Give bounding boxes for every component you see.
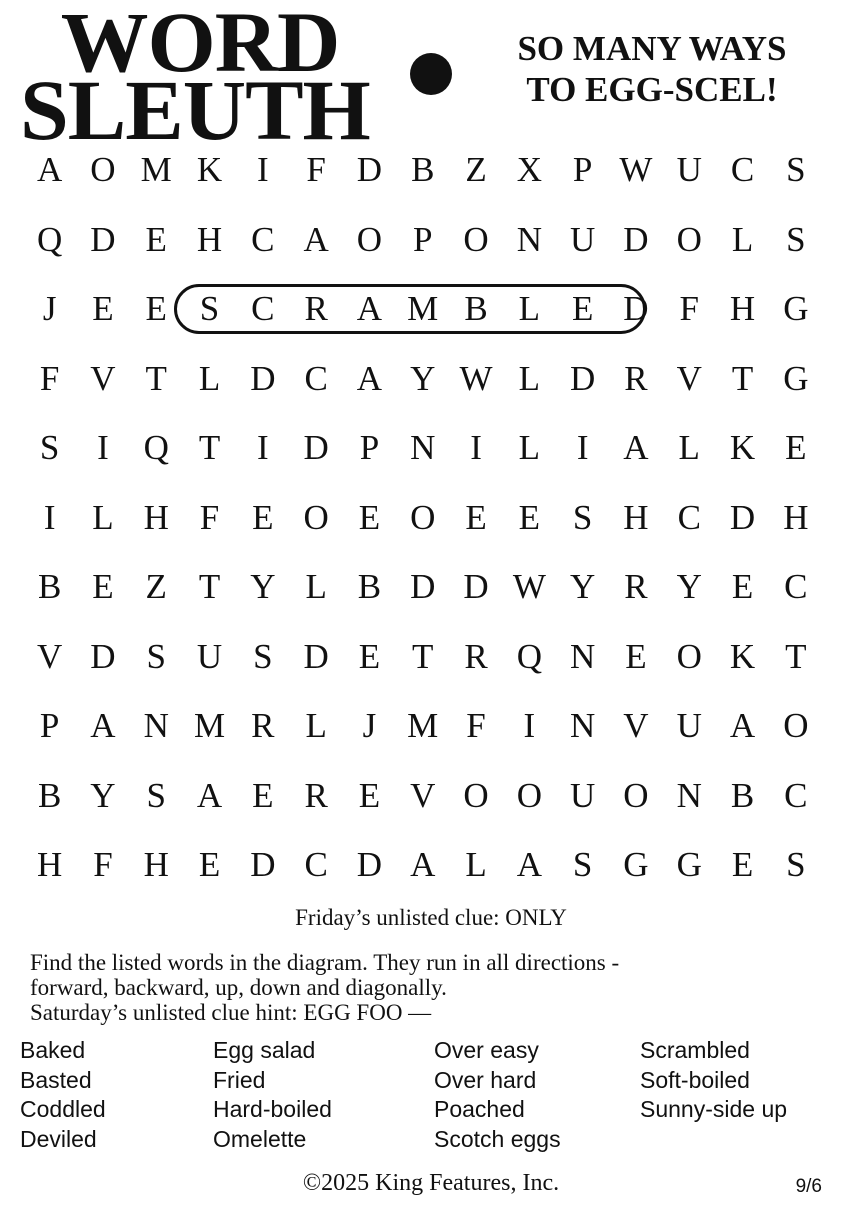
grid-letter: G (783, 358, 809, 398)
grid-letter: O (463, 775, 489, 815)
grid-letter: O (463, 219, 489, 259)
grid-letter: S (786, 150, 806, 189)
title-line-2: SLEUTH (20, 62, 370, 158)
grid-letter: H (729, 289, 756, 328)
subtitle-line-2: TO EGG-SCEL! (526, 70, 778, 109)
word-item: Omelette (213, 1125, 307, 1152)
grid-letter: B (411, 150, 435, 189)
grid-row (23, 835, 823, 895)
grid-letter: W (512, 567, 546, 606)
grid-letter: G (676, 845, 702, 884)
grid-letter: E (731, 845, 754, 884)
grid-letter: B (730, 775, 755, 815)
grid-letter: H (783, 497, 809, 537)
grid-row (23, 766, 823, 826)
grid-letter: W (459, 358, 493, 398)
grid-letter: C (784, 567, 808, 606)
grid-letter: F (93, 845, 113, 884)
grid-row (23, 557, 823, 617)
grid-letter: Y (90, 775, 116, 815)
grid-letter: A (516, 845, 542, 884)
grid-letter: E (358, 775, 381, 815)
grid-letter: Y (676, 567, 702, 606)
copyright: ©2025 King Features, Inc. (302, 1170, 560, 1196)
grid-letter: S (253, 636, 273, 676)
grid-row (23, 696, 823, 756)
grid-letter: N (570, 706, 596, 745)
grid-letter: I (470, 428, 482, 467)
grid-letter: U (676, 706, 702, 745)
grid-letter: S (572, 845, 593, 884)
word-item: Fried (213, 1066, 266, 1093)
grid-letter: U (570, 775, 596, 815)
grid-letter: D (463, 567, 489, 606)
grid-letter: D (90, 219, 116, 259)
word-item: Hard-boiled (213, 1096, 332, 1122)
grid-letter: H (623, 497, 649, 537)
grid-letter: I (576, 428, 589, 467)
grid-letter: T (731, 358, 754, 398)
grid-letter: O (90, 150, 116, 189)
title-line-1: WORD (60, 0, 340, 90)
grid-letter: L (305, 706, 327, 745)
grid-letter: D (250, 845, 276, 884)
grid-letter: I (257, 428, 269, 467)
grid-letter: I (523, 706, 536, 745)
grid-letter: N (676, 775, 702, 815)
grid-letter: L (305, 567, 327, 606)
grid-letter: L (198, 358, 221, 398)
word-item: Baked (20, 1037, 86, 1063)
grid-letter: A (303, 219, 329, 259)
instructions-line-2: forward, backward, up, down and diagonally. (30, 975, 447, 1000)
grid-letter: N (143, 706, 169, 745)
word-item: Coddled (20, 1096, 106, 1122)
grid-letter: O (783, 706, 809, 745)
grid-letter: E (92, 567, 114, 606)
grid-letter: U (676, 150, 702, 189)
word-item: Scotch eggs (434, 1125, 561, 1152)
grid-letter: C (677, 497, 701, 537)
word-list-column (20, 1036, 106, 1154)
grid-letter: J (362, 706, 377, 745)
grid-letter: R (624, 567, 648, 606)
puzzle-date: 9/6 (795, 1176, 822, 1197)
grid-letter: T (145, 358, 167, 398)
grid-letter: H (196, 219, 223, 259)
word-item: Basted (20, 1066, 92, 1093)
grid-letter: H (37, 845, 63, 884)
grid-letter: E (571, 289, 594, 328)
grid-letter: H (143, 497, 169, 537)
word-list-column (434, 1036, 561, 1154)
word-item: Scrambled (640, 1037, 750, 1063)
grid-letter: F (466, 706, 486, 745)
grid-letter: V (410, 775, 436, 815)
grid-letter: I (43, 497, 56, 537)
grid-letter: D (623, 219, 649, 259)
grid-letter: C (251, 219, 275, 259)
grid-letter: Y (410, 358, 436, 398)
grid-letter: T (198, 428, 221, 467)
grid-letter: C (304, 358, 328, 398)
grid-letter: M (193, 706, 226, 745)
grid-letter: C (251, 289, 275, 328)
grid-row (23, 627, 823, 687)
grid-letter: S (146, 636, 166, 676)
grid-letter: L (731, 219, 754, 259)
grid-letter: U (196, 636, 223, 676)
grid-letter: B (464, 289, 488, 328)
grid-letter: E (145, 289, 167, 328)
grid-letter: P (39, 706, 60, 745)
subtitle-line-1: SO MANY WAYS (517, 29, 787, 68)
grid-letter: S (786, 845, 806, 884)
grid-letter: Y (570, 567, 596, 606)
grid-letter: S (572, 497, 593, 537)
grid-letter: O (676, 636, 702, 676)
grid-letter: H (143, 845, 169, 884)
puzzle-subtitle (462, 28, 842, 110)
grid-letter: L (465, 845, 487, 884)
grid-letter: O (356, 219, 383, 259)
grid-letter: D (570, 358, 596, 398)
grid-letter: E (358, 636, 381, 676)
grid-letter: K (729, 428, 756, 467)
grid-letter: R (624, 358, 648, 398)
grid-letter: L (92, 497, 114, 537)
grid-letter: Q (516, 636, 542, 676)
grid-letter: E (92, 289, 114, 328)
grid-letter: D (303, 636, 329, 676)
grid-letter: D (356, 150, 383, 189)
word-item: Deviled (20, 1125, 97, 1152)
grid-letter: E (358, 497, 381, 537)
grid-letter: F (306, 150, 326, 189)
grid-letter: E (198, 845, 221, 884)
word-list (20, 1036, 850, 1156)
grid-letter: A (410, 845, 436, 884)
grid-letter: T (785, 636, 807, 676)
grid-letter: S (199, 289, 220, 328)
grid-letter: A (196, 775, 223, 815)
grid-letter: A (90, 706, 116, 745)
grid-letter: S (39, 428, 60, 467)
grid-row (23, 418, 823, 478)
grid-letter: P (572, 150, 593, 189)
grid-letter: O (516, 775, 542, 815)
grid-letter: V (676, 358, 702, 398)
grid-letter: R (464, 636, 488, 676)
grid-letter: S (146, 775, 166, 815)
word-item: Sunny-side up (640, 1096, 788, 1122)
grid-letter: K (729, 636, 756, 676)
grid-letter: T (412, 636, 434, 676)
grid-letter: K (196, 150, 223, 189)
grid-letter: N (516, 219, 542, 259)
grid-letter: B (37, 567, 62, 606)
grid-letter: D (356, 845, 383, 884)
grid-row (23, 140, 823, 200)
grid-letter: B (357, 567, 382, 606)
grid-letter: O (303, 497, 329, 537)
grid-letter: E (252, 775, 274, 815)
bullet-dot (410, 53, 452, 95)
grid-letter: E (518, 497, 541, 537)
grid-letter: L (518, 428, 541, 467)
grid-letter: R (304, 775, 328, 815)
grid-row (23, 210, 823, 270)
grid-letter: E (625, 636, 647, 676)
grid-letter: Q (143, 428, 169, 467)
grid-letter: M (407, 289, 439, 328)
grid-letter: D (90, 636, 116, 676)
grid-letter: D (729, 497, 756, 537)
grid-letter: L (518, 358, 541, 398)
grid-letter: N (410, 428, 436, 467)
grid-letter: D (623, 289, 649, 328)
grid-row (23, 488, 823, 548)
grid-letter: A (729, 706, 756, 745)
grid-letter: Z (145, 567, 167, 606)
letter-grid (23, 140, 823, 910)
circled-word-oval (174, 284, 646, 334)
grid-letter: X (516, 150, 542, 189)
grid-letter: L (678, 428, 700, 467)
grid-letter: P (413, 219, 433, 259)
grid-letter: W (619, 150, 653, 189)
grid-letter: Q (37, 219, 63, 259)
grid-letter: I (97, 428, 109, 467)
grid-letter: E (785, 428, 807, 467)
grid-letter: R (251, 706, 275, 745)
grid-letter: E (145, 219, 167, 259)
puzzle-title (20, 0, 397, 158)
grid-letter: B (37, 775, 62, 815)
grid-letter: E (731, 567, 754, 606)
word-item: Egg salad (213, 1037, 316, 1063)
grid-letter: Y (250, 567, 276, 606)
word-list-column (213, 1036, 332, 1154)
grid-letter: F (679, 289, 699, 328)
grid-letter: A (623, 428, 649, 467)
grid-letter: C (784, 775, 808, 815)
grid-letter: S (786, 219, 806, 259)
grid-letter: V (90, 358, 116, 398)
word-item: Soft-boiled (640, 1066, 750, 1093)
grid-letter: A (356, 358, 383, 398)
grid-letter: Z (465, 150, 487, 189)
grid-letter: E (465, 497, 487, 537)
word-item: Over easy (434, 1037, 539, 1063)
grid-letter: C (304, 845, 328, 884)
grid-row (23, 349, 823, 409)
grid-letter: M (140, 150, 172, 189)
grid-letter: C (730, 150, 755, 189)
grid-letter: R (304, 289, 328, 328)
word-item: Over hard (434, 1066, 537, 1093)
grid-letter: D (410, 567, 436, 606)
grid-letter: V (623, 706, 649, 745)
instructions (30, 950, 830, 1025)
grid-letter: I (257, 150, 269, 189)
saturday-clue: Saturday’s unlisted clue hint: EGG FOO — (30, 1000, 432, 1025)
grid-letter: N (570, 636, 596, 676)
instructions-line-1: Find the listed words in the diagram. They run in all directions - (30, 950, 620, 975)
grid-letter: O (676, 219, 702, 259)
grid-letter: D (250, 358, 276, 398)
grid-letter: F (39, 358, 60, 398)
grid-letter: D (303, 428, 329, 467)
grid-letter: O (623, 775, 649, 815)
grid-letter: M (407, 706, 439, 745)
grid-letter: U (570, 219, 596, 259)
word-list-column (640, 1036, 787, 1125)
word-item: Poached (434, 1096, 525, 1122)
grid-letter: A (356, 289, 383, 328)
grid-letter: O (410, 497, 436, 537)
grid-letter: G (783, 289, 809, 328)
grid-letter: L (518, 289, 541, 328)
grid-letter: T (198, 567, 221, 606)
grid-letter: A (37, 150, 63, 189)
grid-letter: F (199, 497, 220, 537)
grid-letter: P (359, 428, 380, 467)
grid-letter: E (252, 497, 274, 537)
grid-letter: G (623, 845, 649, 884)
friday-clue: Friday’s unlisted clue: ONLY (295, 905, 567, 930)
grid-letter: V (37, 636, 63, 676)
grid-letter: J (42, 289, 57, 328)
